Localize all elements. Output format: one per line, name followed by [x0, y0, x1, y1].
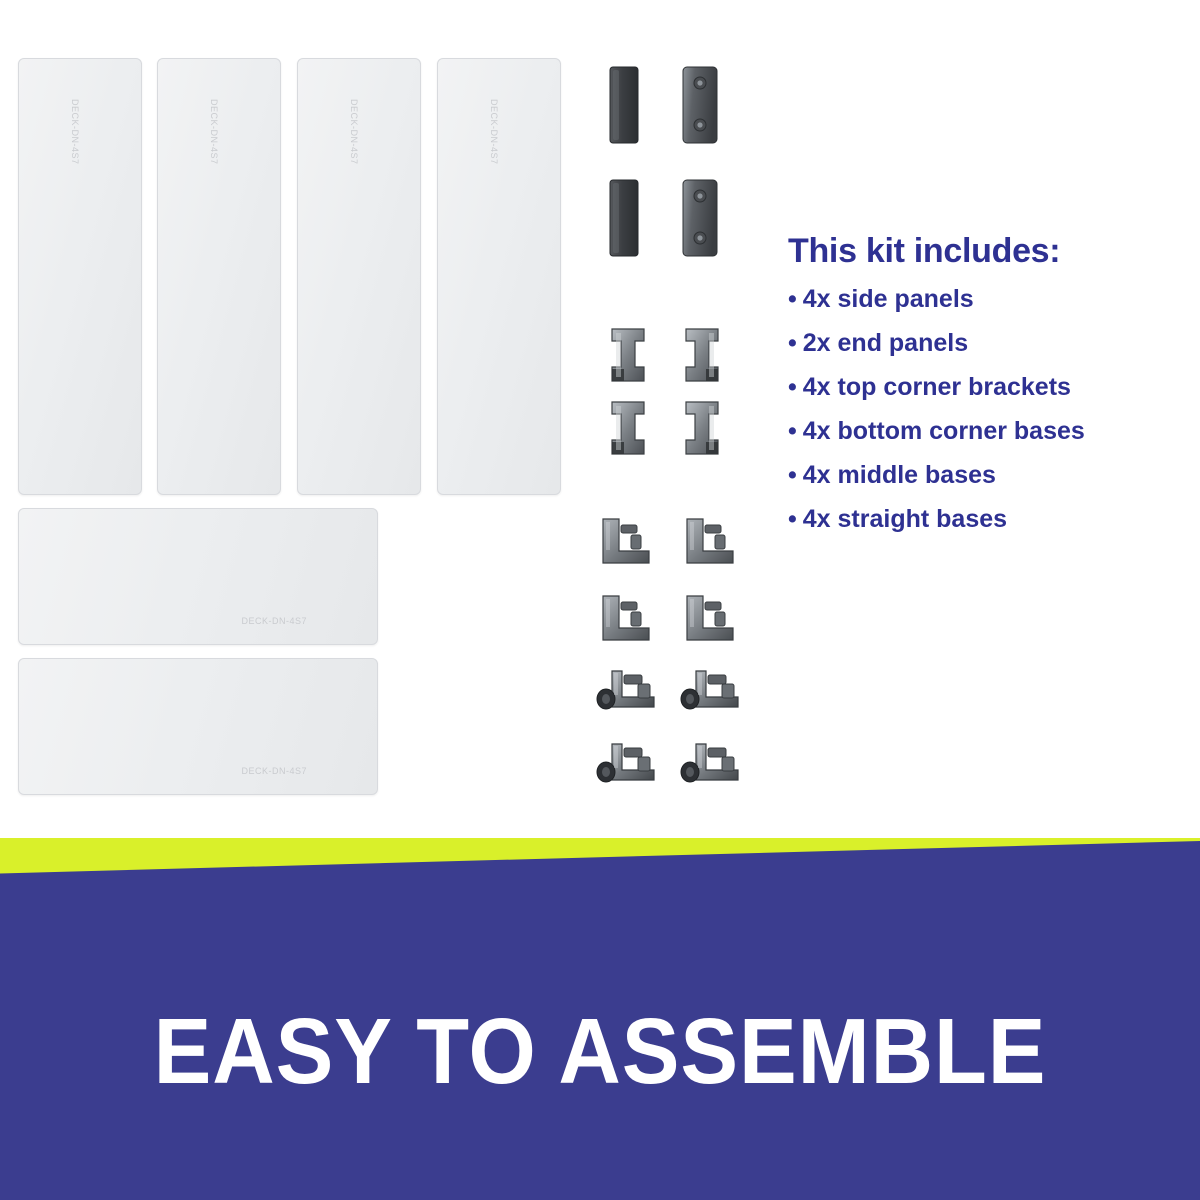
kit-includes-title: This kit includes: — [788, 232, 1061, 270]
corner-clamp-icon — [606, 398, 650, 460]
list-item — [788, 287, 1178, 312]
l-angle-base-icon — [597, 592, 655, 646]
screw-mounting-plate-2 — [681, 178, 721, 263]
list-item-label: 4x top corner brackets — [802, 373, 1071, 401]
bullet-icon: • — [788, 505, 797, 533]
screw-mounting-plate-1 — [681, 65, 721, 150]
top-corner-bracket-3 — [606, 398, 650, 465]
bullet-icon: • — [788, 329, 797, 357]
bullet-icon: • — [788, 373, 797, 401]
screw-plate-icon — [681, 178, 721, 258]
kit-includes-list — [788, 287, 1178, 532]
bottom-corner-base-2 — [681, 515, 739, 574]
l-angle-base-icon — [681, 592, 739, 646]
flat-mounting-plate-1 — [608, 65, 642, 150]
list-item-label: 4x middle bases — [802, 461, 996, 489]
panel-watermark: DECK-DN-4S7 — [241, 616, 307, 626]
bottom-corner-base-4 — [681, 592, 739, 651]
l-angle-base-icon — [597, 515, 655, 569]
flat-plate-icon — [608, 178, 642, 258]
bullet-icon: • — [788, 285, 797, 313]
bottom-corner-base-1 — [597, 515, 655, 574]
corner-clamp-icon — [680, 398, 724, 460]
panel-watermark: DECK-DN-4S7 — [241, 766, 307, 776]
roller-base-icon — [678, 738, 744, 792]
panel-watermark: DECK-DN-4S7 — [349, 99, 359, 165]
l-angle-base-icon — [681, 515, 739, 569]
kit-includes-block — [788, 232, 1178, 551]
roller-base-icon — [678, 665, 744, 719]
bullet-icon: • — [788, 417, 797, 445]
panel-watermark: DECK-DN-4S7 — [489, 99, 499, 165]
side-panel-4 — [437, 58, 561, 495]
side-panel-1 — [18, 58, 142, 495]
roller-base-icon — [594, 665, 660, 719]
roller-base-icon — [594, 738, 660, 792]
banner-headline: EASY TO ASSEMBLE — [153, 999, 1047, 1103]
list-item-label: 4x bottom corner bases — [802, 417, 1085, 445]
top-corner-bracket-4 — [680, 398, 724, 465]
side-panel-2 — [157, 58, 281, 495]
list-item — [788, 331, 1178, 356]
top-corner-bracket-2 — [680, 325, 724, 392]
list-item — [788, 375, 1178, 400]
list-item-label: 4x straight bases — [802, 505, 1008, 533]
top-corner-bracket-1 — [606, 325, 650, 392]
list-item — [788, 507, 1178, 532]
bullet-icon: • — [788, 461, 797, 489]
corner-clamp-icon — [606, 325, 650, 387]
list-item — [788, 463, 1178, 488]
flat-mounting-plate-2 — [608, 178, 642, 263]
corner-clamp-icon — [680, 325, 724, 387]
bottom-banner — [0, 838, 1200, 1200]
middle-base-2 — [678, 665, 744, 724]
list-item-label: 4x side panels — [802, 285, 974, 313]
list-item — [788, 419, 1178, 444]
bottom-corner-base-3 — [597, 592, 655, 651]
straight-base-2 — [678, 738, 744, 797]
flat-plate-icon — [608, 65, 642, 145]
straight-base-1 — [594, 738, 660, 797]
end-panel-2 — [18, 658, 378, 795]
screw-plate-icon — [681, 65, 721, 145]
middle-base-1 — [594, 665, 660, 724]
panel-watermark: DECK-DN-4S7 — [70, 99, 80, 165]
side-panel-3 — [297, 58, 421, 495]
list-item-label: 2x end panels — [802, 329, 969, 357]
end-panel-1 — [18, 508, 378, 645]
panel-watermark: DECK-DN-4S7 — [209, 99, 219, 165]
